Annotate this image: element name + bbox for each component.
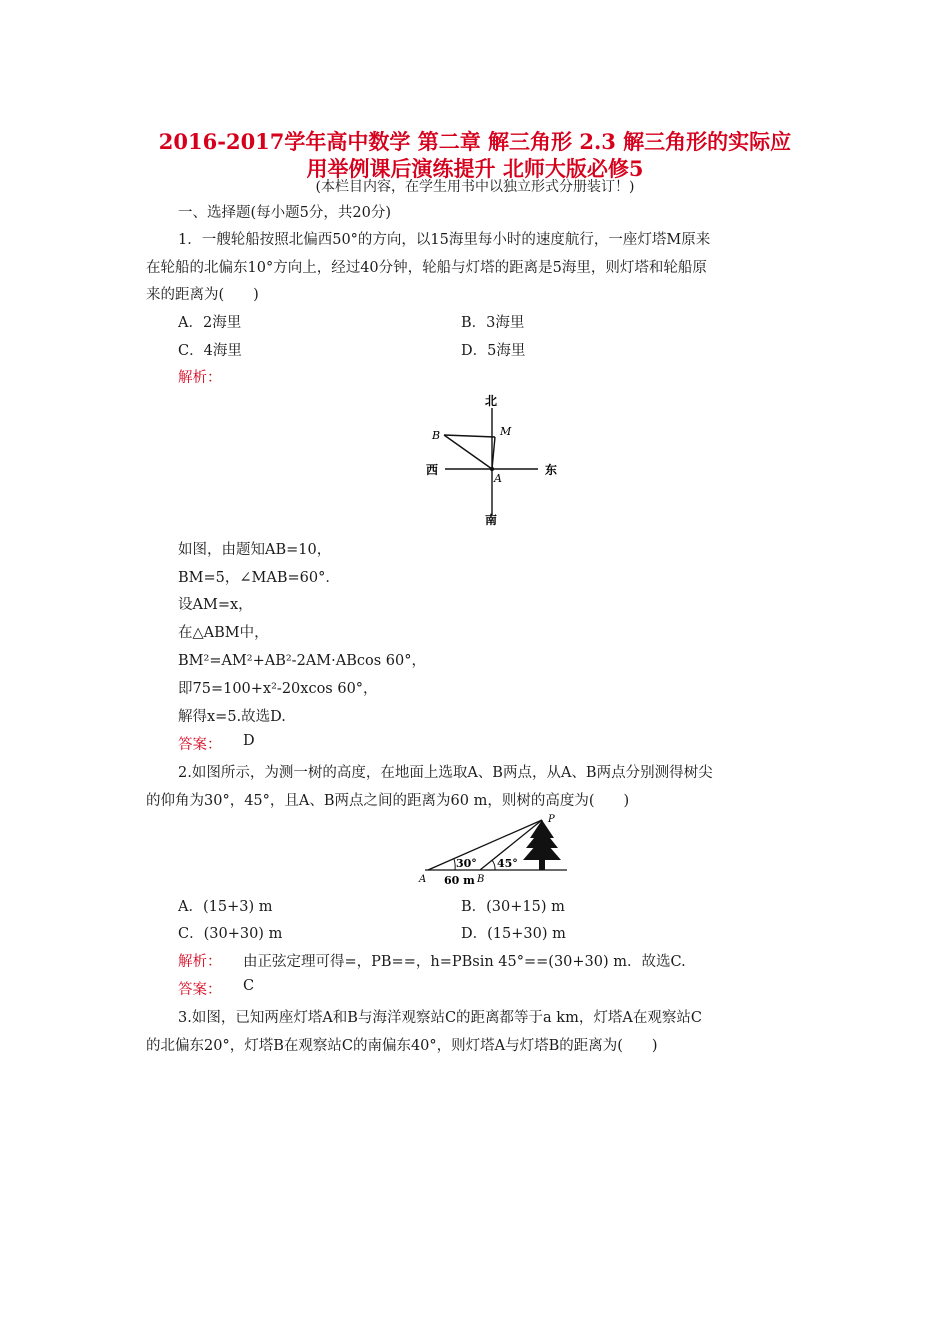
label-p: P <box>548 814 555 825</box>
label-angle45: 45° <box>497 857 518 870</box>
doc-title-line1: 2016-2017学年高中数学 第二章 解三角形 2.3 解三角形的实际应 <box>158 129 792 154</box>
q1-solution-line4: 在△ABM中， <box>178 625 269 641</box>
doc-title-line2: 用举例课后演练提升 北师大版必修5 <box>306 156 644 181</box>
q1-solution-line2: BM=5，∠MAB=60°． <box>178 570 340 586</box>
q1-line3: 来的距离为( ) <box>146 287 259 303</box>
label-a: A <box>494 472 502 485</box>
point-a <box>490 467 494 471</box>
label-south: 南 <box>485 513 498 527</box>
q2-option-b: B．(30+15) m <box>461 899 565 915</box>
q2-tree-diagram <box>415 812 575 890</box>
label-a: A <box>419 874 427 885</box>
q2-option-d: D．(15+30) m <box>461 926 566 942</box>
label-north: 北 <box>485 394 498 408</box>
q1-analysis-label: 解析： <box>178 370 222 386</box>
q2-answer-value: C <box>243 978 255 994</box>
tree-icon <box>523 820 561 870</box>
q2-analysis-label: 解析： <box>178 954 222 970</box>
q3-line1: 3.如图，已知两座灯塔A和B与海洋观察站C的距离都等于a km，灯塔A在观察站C <box>178 1010 702 1026</box>
q1-compass-diagram <box>420 390 570 530</box>
q1-answer-value: D <box>243 733 255 749</box>
q2-solution: 由正弦定理可得=，PB==，h=PBsin 45°==(30+30) m．故选C. <box>243 954 686 970</box>
q1-answer-label: 答案： <box>178 737 222 753</box>
label-west: 西 <box>426 463 439 477</box>
q1-line1: 1．一艘轮船按照北偏西50°的方向，以15海里每小时的速度航行，一座灯塔M原来 <box>178 232 711 248</box>
q1-option-a: A．2海里 <box>178 315 242 331</box>
q3-line2: 的北偏东20°，灯塔B在观察站C的南偏东40°，则灯塔A与灯塔B的距离为( ) <box>146 1038 658 1054</box>
arc-30 <box>454 859 455 870</box>
arc-45 <box>492 860 495 870</box>
label-m: M <box>500 425 512 438</box>
label-distance: 60 m <box>444 874 475 887</box>
q1-option-d: D．5海里 <box>461 343 526 359</box>
label-angle30: 30° <box>456 857 477 870</box>
q1-solution-line3: 设AM=x， <box>178 597 253 613</box>
label-b: B <box>432 429 441 442</box>
binding-note: (本栏目内容，在学生用书中以独立形式分册装订！) <box>315 179 635 195</box>
sightline-a <box>428 820 542 870</box>
label-b: B <box>477 874 485 885</box>
q1-option-b: B．3海里 <box>461 315 525 331</box>
q2-line2: 的仰角为30°，45°，且A、B两点之间的距离为60 m，则树的高度为( ) <box>146 793 630 809</box>
q2-line1: 2.如图所示，为测一树的高度，在地面上选取A、B两点，从A、B两点分别测得树尖 <box>178 765 713 781</box>
q1-line2: 在轮船的北偏东10°方向上，经过40分钟，轮船与灯塔的距离是5海里，则灯塔和轮船原 <box>146 260 707 276</box>
q1-solution-line1: 如图，由题知AB=10， <box>178 542 332 558</box>
segment-bm <box>444 435 495 437</box>
q1-solution-line6: 即75=100+x²-20xcos 60°， <box>178 681 378 697</box>
q1-solution-line7: 解得x=5.故选D. <box>178 709 286 725</box>
q1-option-c: C．4海里 <box>178 343 242 359</box>
label-east: 东 <box>545 463 558 477</box>
section-heading: 一、选择题(每小题5分，共20分) <box>178 205 391 221</box>
q1-solution-line5: BM²=AM²+AB²-2AM·ABcos 60°， <box>178 653 426 669</box>
segment-ab <box>444 435 492 469</box>
q2-answer-label: 答案： <box>178 982 222 998</box>
q2-option-c: C．(30+30) m <box>178 926 283 942</box>
q2-option-a: A．(15+3) m <box>178 899 273 915</box>
